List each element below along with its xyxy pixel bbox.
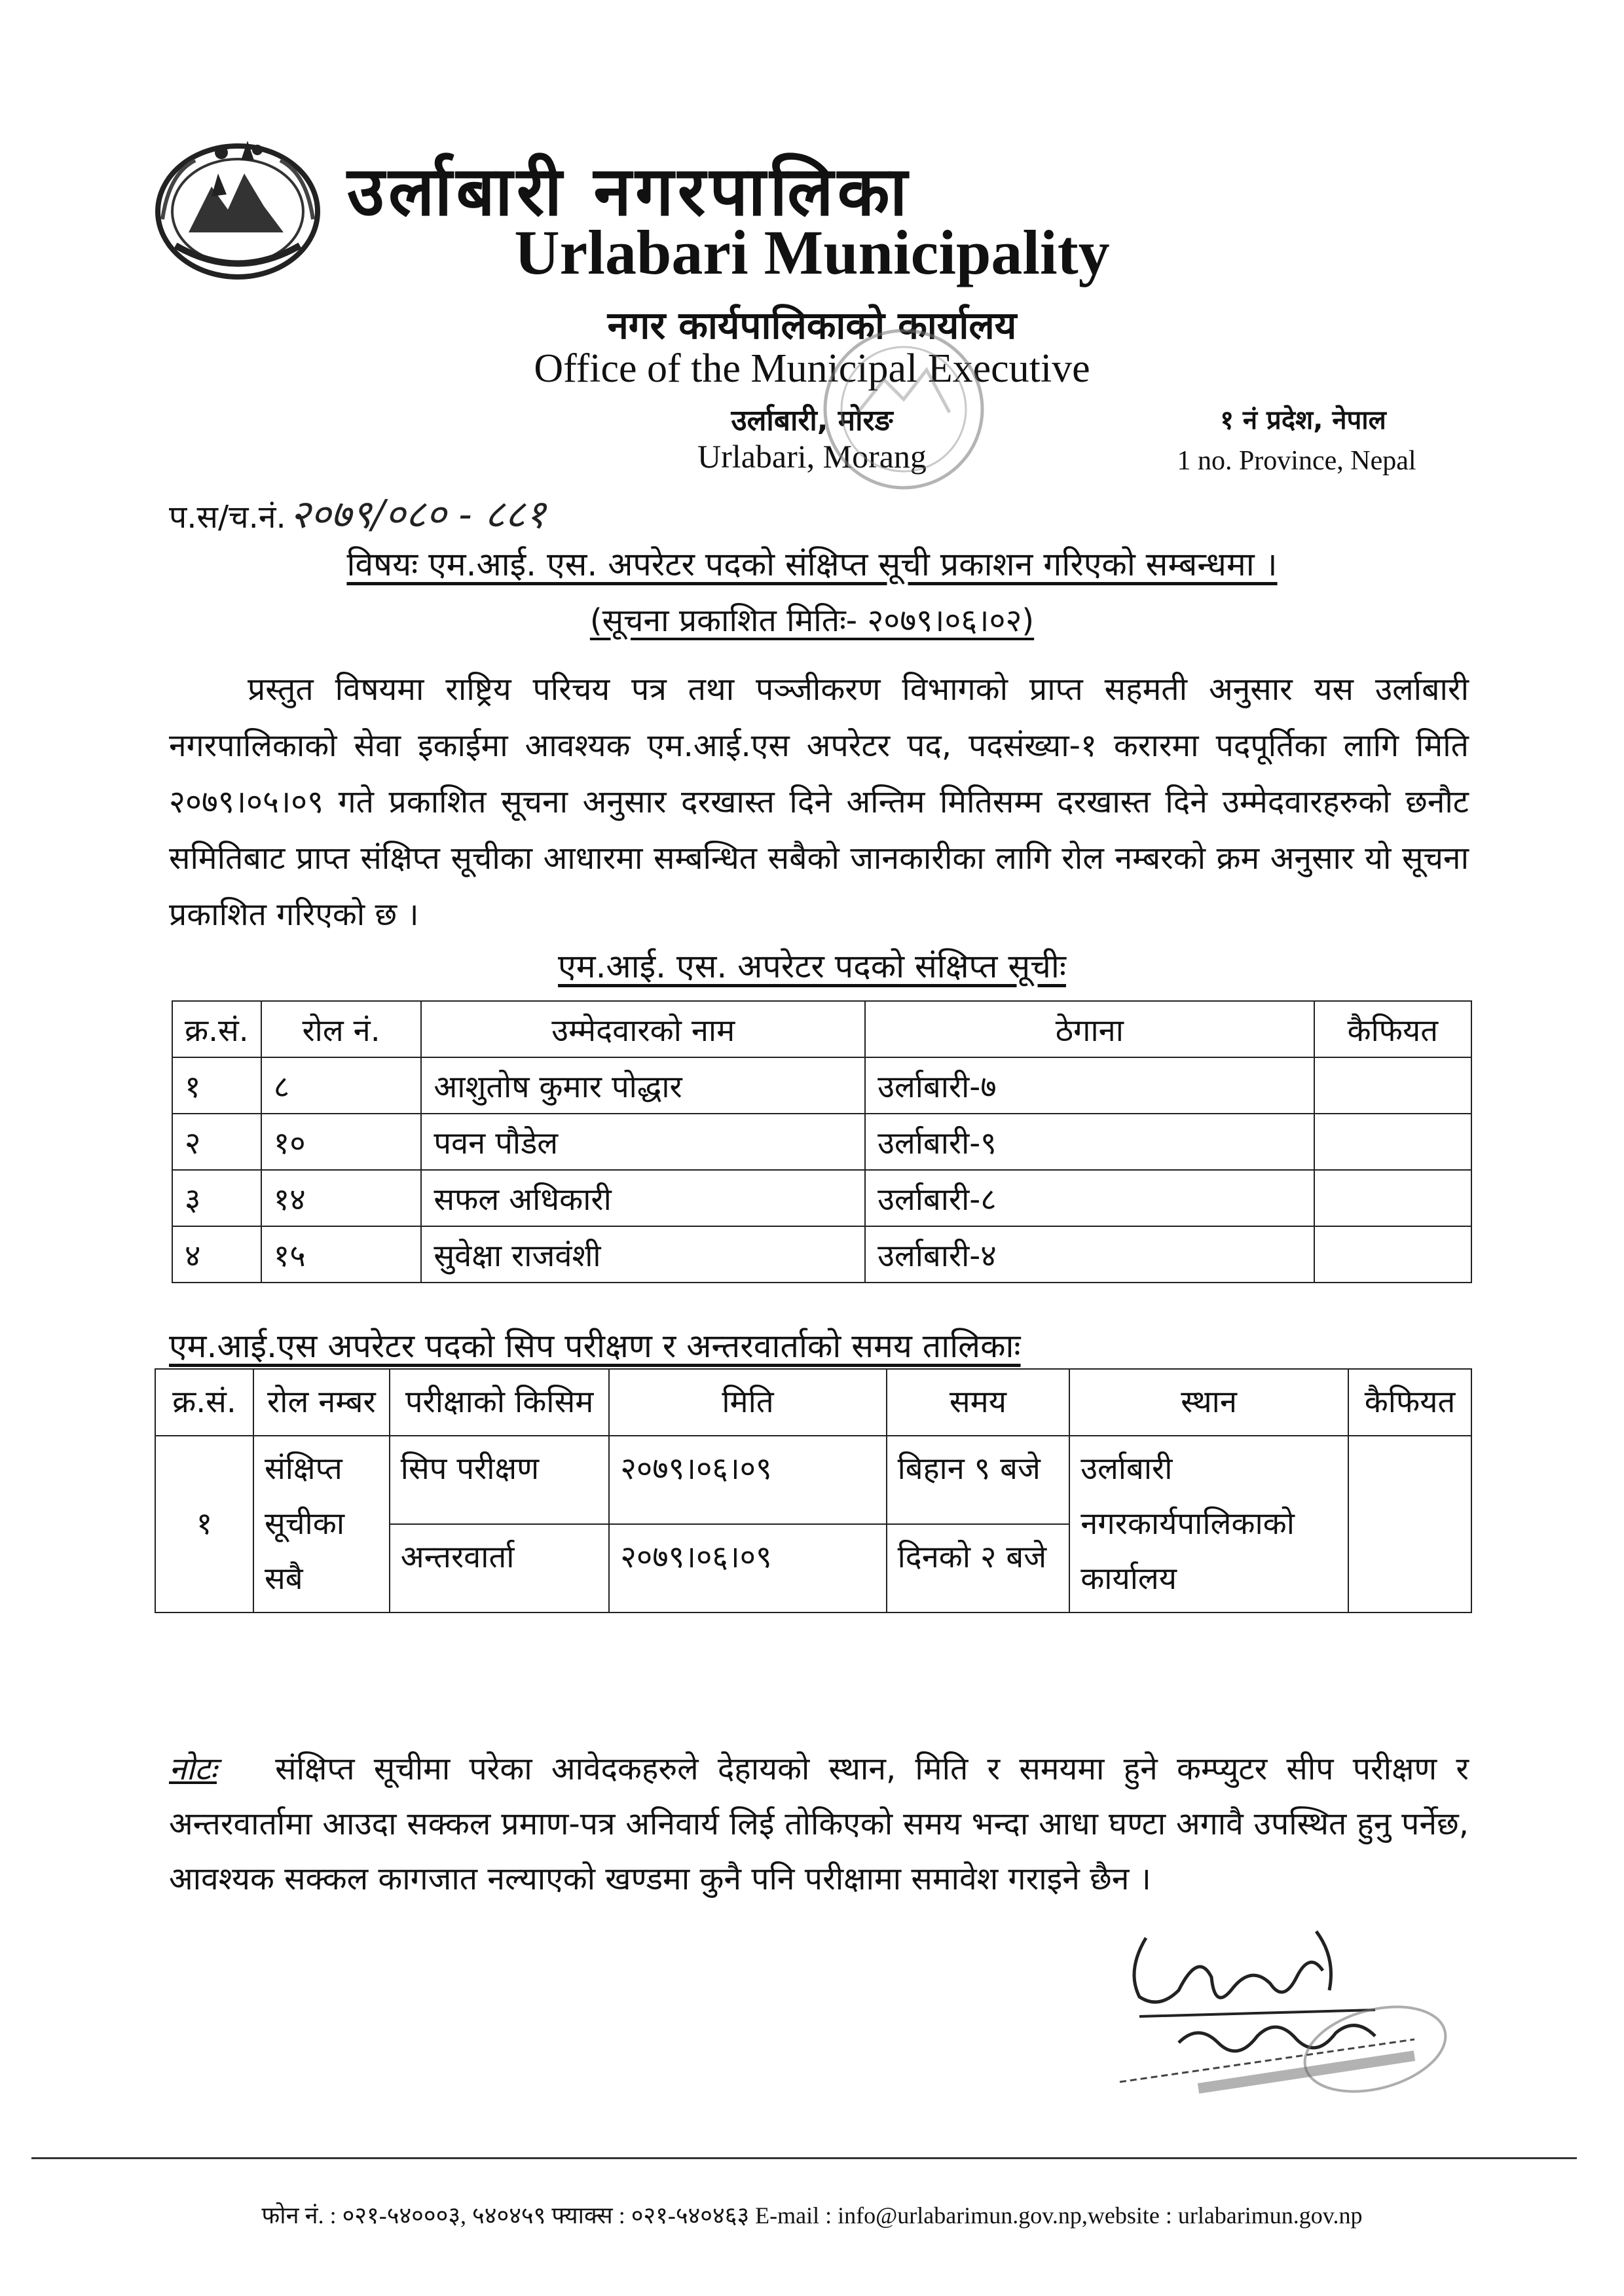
table-header-row [172,1001,1471,1057]
table-header-row [155,1369,1471,1436]
footer-divider [31,2157,1577,2159]
municipality-name-english: Urlabari Municipality [514,217,1110,287]
cell-name: आशुतोष कुमार पोद्धार [421,1057,865,1114]
cell-remarks [1348,1436,1471,1613]
municipality-name-nepali: उर्लाबारी नगरपालिका [347,151,912,231]
header-place: स्थान [1069,1369,1348,1436]
header-address: ठेगाना [865,1001,1314,1057]
cell-remarks [1314,1057,1471,1114]
signature-with-stamp [1100,1912,1454,2108]
office-seal-stamp [779,314,1028,504]
note-label: नोटः [169,1751,217,1787]
reference-number [169,486,545,539]
publication-date: (सूचना प्रकाशित मितिः- २०७९।०६।०२) [589,602,1035,639]
province-nepali: १ नं प्रदेश, नेपाल [1220,405,1386,435]
header-roll-number: रोल नम्बर [253,1369,390,1436]
header-remarks: कैफियत [1348,1369,1471,1436]
header-roll: रोल नं. [261,1001,422,1057]
table-row [172,1226,1471,1283]
shortlist-title: एम.आई. एस. अपरेटर पदको संक्षिप्त सूचीः [558,947,1066,985]
cell-time: दिनको २ बजे [887,1524,1070,1613]
table-row [155,1436,1471,1524]
shortlist-table [172,1000,1472,1283]
cell-sn: १ [172,1057,261,1114]
cell-roll: ८ [261,1057,422,1114]
header-exam-type: परीक्षाको किसिम [390,1369,610,1436]
cell-remarks [1314,1170,1471,1226]
schedule-table [155,1368,1472,1613]
province-english: 1 no. Province, Nepal [1177,446,1416,476]
header-remarks: कैफियत [1314,1001,1471,1057]
body-paragraph: प्रस्तुत विषयमा राष्ट्रिय परिचय पत्र तथा पञ्जीकरण विभागको प्राप्त सहमती अनुसार यस उर्लाबारी नगरपालिकाको सेवा इकाईमा आवश्यक एम.आई.एस अपरेटर पद, पदसंख्या-१ करारमा पदपूर्तिका लागि मिति २०७९।०५।०९ गते प्रकाशित सूचना अनुसार दरखास्त दिने अन्तिम मितिसम्म दरखास्त दिने उम्मेदवारहरुको छनौट समितिबाट प्राप्त संक्षिप्त सूचीका आधारमा सम्बन्धित सबैको जानकारीका लागि रोल नम्बरको क्रम अनुसार यो सूचना प्रकाशित गरिएको छ । [169,671,1469,933]
address-nepali: उर्लाबारी, मोरङ [731,404,893,437]
cell-roll: १४ [261,1170,422,1226]
table-row [172,1057,1471,1114]
office-name-nepali: नगर कार्यपालिकाको कार्यालय [607,303,1017,348]
cell-roll: १५ [261,1226,422,1283]
table-row [172,1170,1471,1226]
cell-address: उर्लाबारी-९ [865,1114,1314,1170]
cell-roll: १० [261,1114,422,1170]
footer-contact-info: फोन नं. : ०२१-५४०००३, ५४०४५९ फ्याक्स : ०२१-५४०४६३ E-mail : info@urlabarimun.gov.np,website : urlabarimun.gov.np [261,2202,1363,2229]
cell-name: सफल अधिकारी [421,1170,865,1226]
cell-sn: ३ [172,1170,261,1226]
cell-date: २०७९।०६।०९ [609,1524,886,1613]
note-text: संक्षिप्त सूचीमा परेका आवेदकहरुले देहायको स्थान, मिति र समयमा हुने कम्प्युटर सीप परीक्षण र अन्तरवार्तामा आउदा सक्कल प्रमाण-पत्र अनिवार्य लिई तोकिएको समय भन्दा आधा घण्टा अगावै उपस्थित हुनु पर्नेछ, आवश्यक सक्कल कागजात नल्याएको खण्डमा कुनै पनि परीक्षामा समावेश गराइने छैन । [169,1751,1469,1897]
table-row [172,1114,1471,1170]
cell-roll: संक्षिप्त सूचीका सबै [253,1436,390,1613]
header-time: समय [887,1369,1070,1436]
cell-place: उर्लाबारी नगरकार्यपालिकाको कार्यालय [1069,1436,1348,1613]
cell-remarks [1314,1114,1471,1170]
cell-date: २०७९।०६।०९ [609,1436,886,1524]
subject-line: विषयः एम.आई. एस. अपरेटर पदको संक्षिप्त सूची प्रकाशन गरिएको सम्बन्धमा । [346,545,1278,583]
reference-label: प.स/च.नं. [169,499,286,536]
cell-name: सुवेक्षा राजवंशी [421,1226,865,1283]
cell-remarks [1314,1226,1471,1283]
cell-name: पवन पौडेल [421,1114,865,1170]
cell-exam-type: अन्तरवार्ता [390,1524,610,1613]
reference-handwritten: २०७९/०८० - ८८१ [289,492,546,538]
cell-time: बिहान ९ बजे [887,1436,1070,1524]
note-paragraph [169,1741,1469,1906]
schedule-title: एम.आई.एस अपरेटर पदको सिप परीक्षण र अन्तरवार्ताको समय तालिकाः [169,1327,1021,1365]
cell-sn: १ [155,1436,253,1613]
header-sn: क्र.सं. [155,1369,253,1436]
cell-sn: २ [172,1114,261,1170]
office-name-english: Office of the Municipal Executive [534,346,1090,391]
address-english: Urlabari, Morang [697,438,927,475]
header-name: उम्मेदवारको नाम [421,1001,865,1057]
cell-address: उर्लाबारी-८ [865,1170,1314,1226]
cell-address: उर्लाबारी-४ [865,1226,1314,1283]
cell-address: उर्लाबारी-७ [865,1057,1314,1114]
cell-sn: ४ [172,1226,261,1283]
cell-exam-type: सिप परीक्षण [390,1436,610,1524]
header-sn: क्र.सं. [172,1001,261,1057]
header-date: मिति [609,1369,886,1436]
